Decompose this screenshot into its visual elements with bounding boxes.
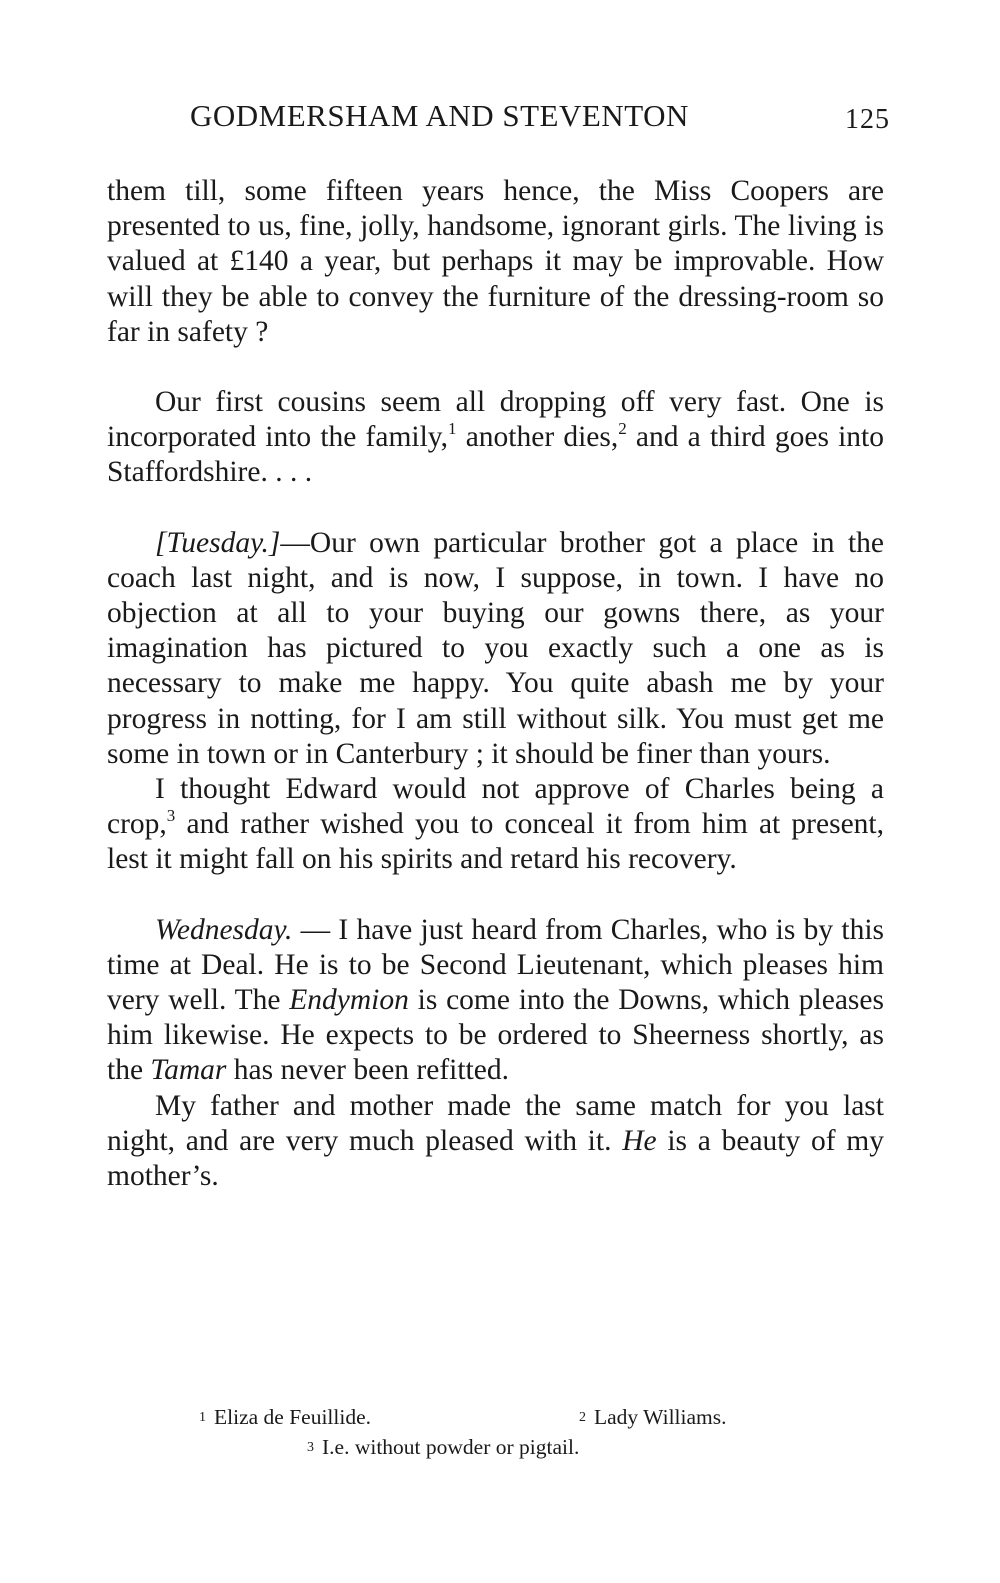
paragraph-2-text-a: Our first cousins seem all dropping off very fast. One is incorporated into the family,	[107, 386, 884, 454]
paragraph-4-text-b: and rather wished you to conceal it from him at present, lest it might fall on his spirits and retard his recovery.	[107, 808, 884, 876]
footnote-ref-2: 2	[618, 419, 627, 439]
footnote-2	[579, 1402, 727, 1433]
running-title: GODMERSHAM AND STEVENTON	[190, 98, 689, 133]
footnote-row-2	[107, 1432, 884, 1462]
paragraph-2-text-b: another dies,	[456, 421, 619, 454]
paragraph-5	[107, 913, 884, 1089]
emphasis-he: He	[622, 1124, 657, 1157]
paragraph-6-text-b: is a beauty of my mother’s.	[107, 1124, 884, 1193]
day-tuesday: [Tuesday.]	[155, 526, 281, 559]
footnote-2-mark: 2	[579, 1410, 586, 1425]
paragraph-5-text-c: has never been refitted.	[226, 1054, 509, 1087]
footnote-1-mark: 1	[199, 1410, 206, 1425]
paragraph-2	[107, 385, 884, 491]
paragraph-gap	[107, 491, 884, 526]
footnote-2-text: Lady Williams.	[594, 1405, 727, 1429]
paragraph-gap	[107, 350, 884, 385]
footnote-1	[199, 1402, 371, 1433]
footnote-1-text: Eliza de Feuillide.	[214, 1405, 372, 1429]
footnote-ref-3: 3	[166, 806, 176, 826]
body-text	[107, 174, 884, 1194]
footnote-3-mark: 3	[307, 1440, 314, 1455]
paragraph-1-text: them till, some fifteen years hence, the Miss Coopers are presented to us, fine, jolly, handsome, ignorant girls. The living is valued at £140 a year, but perhaps it may be improvable. How will they be able to convey the furniture of the dressing-room so far in safety ?	[107, 175, 884, 348]
running-header	[190, 98, 890, 142]
footnote-row-1	[107, 1402, 884, 1432]
day-wednesday: Wednesday.	[155, 913, 293, 946]
paragraph-6-text-a: My father and mother made the same match for you last night, and are very much pleased with it.	[107, 1089, 884, 1157]
footnotes	[107, 1402, 884, 1462]
paragraph-1	[107, 174, 884, 350]
paragraph-6	[107, 1089, 884, 1195]
paragraph-5-text-a: — I have just heard from Charles, who is by this time at Deal. He is to be Second Lieutenant, which pleases him very well. The	[107, 913, 884, 1017]
footnote-ref-1: 1	[448, 419, 457, 439]
paragraph-4-text-a: I thought Edward would not approve of Charles being a crop,	[107, 773, 884, 841]
page-number: 125	[845, 104, 890, 135]
paragraph-gap	[107, 878, 884, 913]
paragraph-3	[107, 526, 884, 772]
paragraph-3-text: —Our own particular brother got a place in the coach last night, and is now, I suppose, in town. I have no objection at all to your buying our gowns there, as your imagination has pictured to you exactly such a one as is necessary to make me happy. You quite abash me by your progress in notting, for I am still without silk. You must get me some in town or in Canterbury ; it should be finer than yours.	[107, 526, 884, 770]
footnote-3-text: I.e. without powder or pigtail.	[322, 1435, 580, 1459]
paragraph-2-text-c: and a third goes into Staffordshire. . . .	[107, 421, 885, 489]
footnote-3	[307, 1432, 579, 1463]
paragraph-4	[107, 772, 884, 878]
ship-name-endymion: Endymion	[289, 984, 409, 1017]
paragraph-5-text-b: is come into the Downs, which pleases him likewise. He expects to be ordered to Sheerness shortly, as the	[107, 984, 884, 1087]
ship-name-tamar: Tamar	[150, 1054, 227, 1087]
